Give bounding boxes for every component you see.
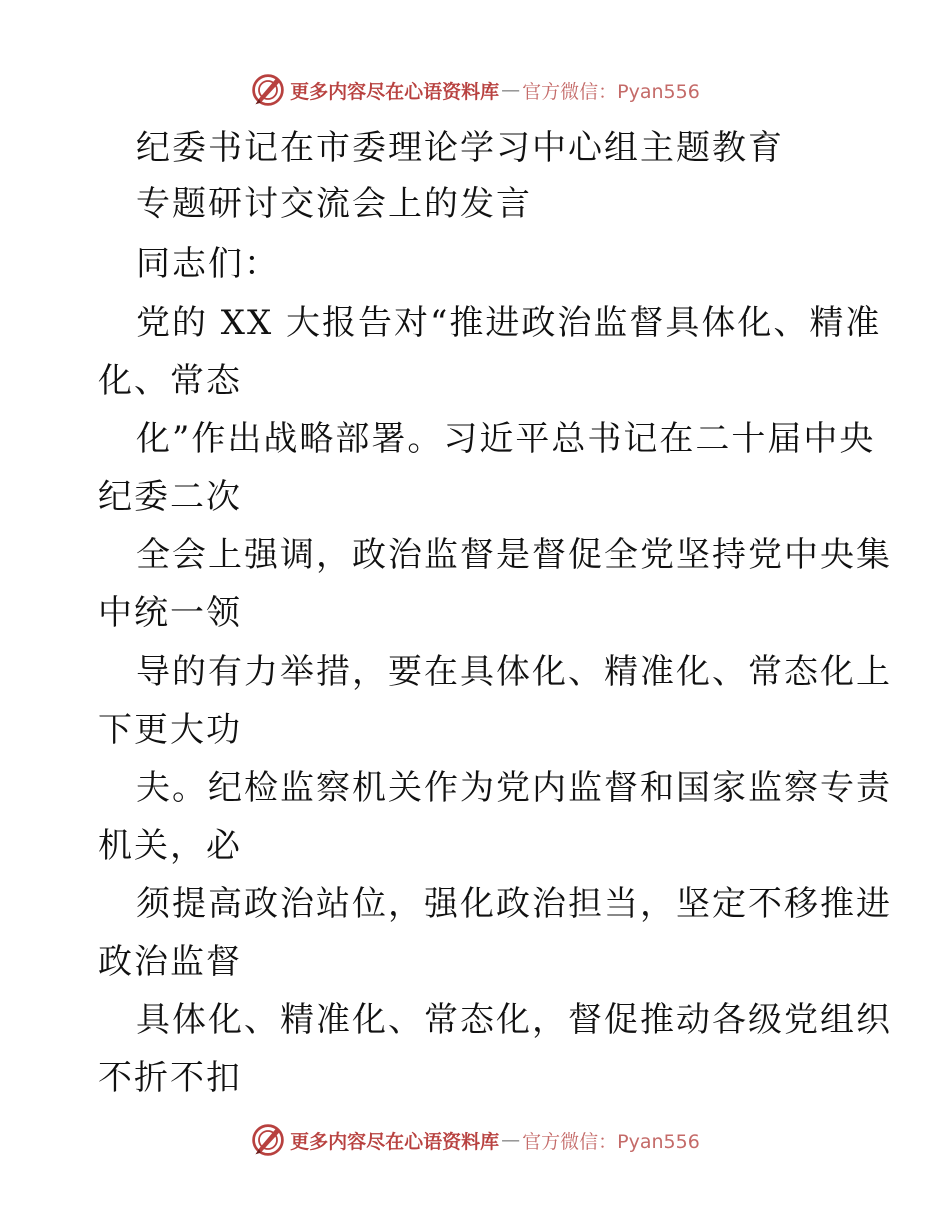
paragraph-line: 化”作出战略部署。习近平总书记在二十届中央 xyxy=(136,419,876,459)
pen-logo-icon xyxy=(250,72,286,108)
watermark-brand: 更多内容尽在心语资料库 xyxy=(290,1130,500,1153)
watermark-brand: 更多内容尽在心语资料库 xyxy=(290,80,500,103)
paragraph-line: 不折不扣 xyxy=(98,1058,242,1098)
paragraph-line: 党的 XX 大报告对“推进政治监督具体化、精准 xyxy=(136,303,882,343)
paragraph-line: 夫。纪检监察机关作为党内监督和国家监察专责 xyxy=(136,768,892,808)
watermark-contact: 官方微信：Pyan556 xyxy=(522,1130,700,1153)
watermark-separator: — xyxy=(501,1129,521,1151)
salutation: 同志们： xyxy=(136,244,280,284)
paragraph-line: 化、常态 xyxy=(98,361,242,401)
watermark-separator: — xyxy=(501,79,521,101)
pen-logo-icon xyxy=(250,1122,286,1158)
footer-watermark xyxy=(0,1120,950,1160)
paragraph-line: 中统一领 xyxy=(98,593,242,633)
watermark-contact: 官方微信：Pyan556 xyxy=(522,80,700,103)
paragraph-line: 机关，必 xyxy=(98,826,242,866)
paragraph-line: 纪委二次 xyxy=(98,477,242,517)
paragraph-line: 政治监督 xyxy=(98,942,242,982)
paragraph-line: 导的有力举措，要在具体化、精准化、常态化上 xyxy=(136,652,892,692)
title-line-2: 专题研讨交流会上的发言 xyxy=(136,184,532,224)
paragraph-line: 具体化、精准化、常态化，督促推动各级党组织 xyxy=(136,1000,892,1040)
paragraph-line: 全会上强调，政治监督是督促全党坚持党中央集 xyxy=(136,535,892,575)
header-watermark xyxy=(0,70,950,110)
title-line-1: 纪委书记在市委理论学习中心组主题教育 xyxy=(136,128,784,168)
paragraph-line: 下更大功 xyxy=(98,710,242,750)
paragraph-line: 须提高政治站位，强化政治担当，坚定不移推进 xyxy=(136,884,892,924)
